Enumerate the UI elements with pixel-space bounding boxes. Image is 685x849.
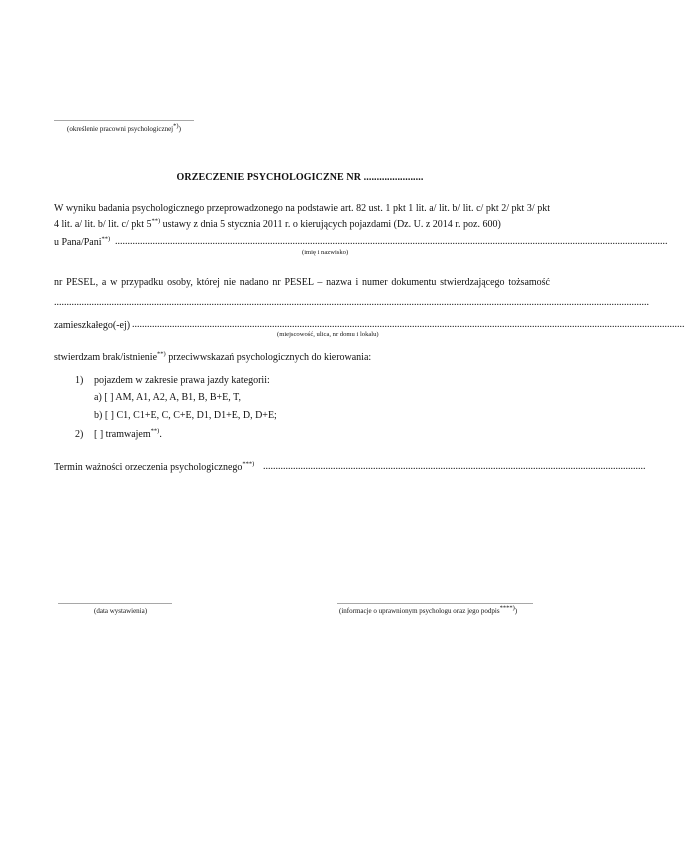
date-caption: (data wystawienia)	[94, 607, 148, 615]
statement-text: stwierdzam brak/istnienie	[54, 352, 158, 363]
unit-caption	[67, 122, 181, 133]
address-caption: (miejscowość, ulica, nr domu i lokalu)	[277, 331, 379, 338]
item-1-text: pojazdem w zakresie prawa jazdy kategorii:	[94, 375, 270, 386]
person-caption: (imię i nazwisko)	[302, 249, 349, 256]
footnote-mark: **)	[157, 350, 166, 358]
footnote-mark: ****)	[499, 604, 515, 612]
statement-text-end: przeciwwskazań psychologicznych do kierowania:	[165, 352, 372, 363]
statement	[54, 352, 371, 363]
validity-label	[54, 462, 254, 473]
intro-text: W wyniku badania psychologicznego przeprowadzonego na podstawie art. 82 ust. 1 pkt 1 lit. a/ lit. b/ lit. c/ pkt 2/ pkt 3/ pkt 4 lit. a/ lit. b/ lit. c/ pkt 5	[54, 203, 550, 230]
item-2-number: 2)	[75, 429, 84, 440]
person-name-field[interactable]: .............................................................................................................................................................................................................................	[115, 236, 668, 247]
signature-caption-close: )	[514, 607, 518, 615]
intro-paragraph	[54, 201, 550, 232]
date-field[interactable]: .........................................................	[58, 597, 172, 606]
footnote-mark: **)	[101, 235, 111, 243]
unit-dots: ......................................................................	[54, 114, 194, 123]
intro-text-end: ustawy z dnia 5 stycznia 2011 r. o kierujących pojazdami (Dz. U. z 2014 r. poz. 600)	[160, 218, 501, 230]
address-label: zamieszkałego(-ej)	[54, 320, 131, 331]
signature-caption	[339, 604, 518, 615]
signature-field[interactable]: ..................................................................................................	[337, 597, 533, 606]
validity-field[interactable]: .........................................................................................................................................................	[263, 461, 646, 472]
item-1b-checkbox-line[interactable]: b) [ ] C1, C1+E, C, C+E, D1, D1+E, D, D+E;	[94, 410, 277, 421]
pesel-text: nr PESEL, a w przypadku osoby, której nie nadano nr PESEL – nazwa i numer dokumentu stwierdzającego tożsamość	[54, 277, 550, 288]
item-2-text: [ ] tramwajem	[94, 429, 151, 440]
unit-caption-close: )	[178, 125, 181, 133]
unit-caption-text: (określenie pracowni psychologicznej	[67, 125, 174, 133]
footnote-mark: *)	[173, 122, 179, 130]
person-label-text: u Pana/Pani	[54, 237, 102, 248]
item-2-checkbox-line[interactable]	[94, 429, 162, 440]
item-1a-checkbox-line[interactable]: a) [ ] AM, A1, A2, A, B1, B, B+E, T,	[94, 392, 241, 403]
validity-label-text: Termin ważności orzeczenia psychologicznego	[54, 462, 243, 473]
signature-caption-text: (informacje o uprawnionym psychologu oraz jego podpis	[339, 607, 500, 615]
footnote-mark: **)	[150, 427, 160, 435]
document-title: ORZECZENIE PSYCHOLOGICZNE NR .......................	[176, 172, 424, 183]
footnote-mark: **)	[151, 217, 161, 225]
pesel-field[interactable]: ..............................................................................................................................................................................................................................................	[54, 297, 649, 308]
address-field[interactable]: .............................................................................................................................................................................................................................	[132, 319, 685, 330]
person-label	[54, 237, 110, 248]
footnote-mark: ***)	[242, 460, 255, 468]
item-1-number: 1)	[75, 375, 84, 386]
item-2-end: .	[159, 429, 162, 440]
